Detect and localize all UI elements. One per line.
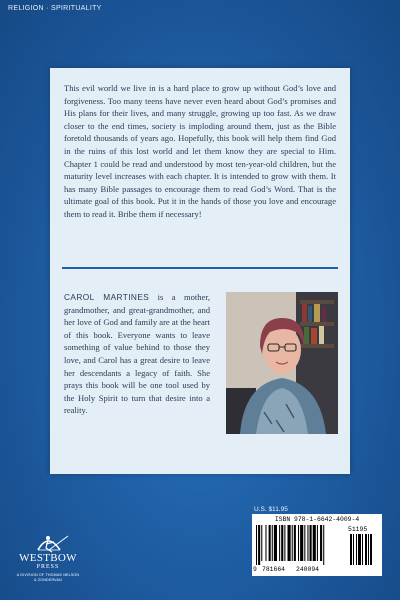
archer-icon [8, 530, 88, 554]
divider [62, 267, 338, 269]
author-photo [226, 292, 338, 434]
publisher-name: WESTBOW [19, 552, 77, 564]
category-label: RELIGION · SPIRITUALITY [8, 5, 102, 12]
publisher-division-line1: A DIVISION OF THOMAS NELSON [16, 573, 80, 577]
publisher-logo [8, 530, 88, 594]
barcode-addon-digits: 51195 [348, 526, 368, 533]
barcode-digits-right: 240094 [296, 566, 320, 573]
isbn-number: ISBN 978-1-6642-4009-4 [274, 516, 360, 523]
publisher-division-line2: & ZONDERVAN [34, 578, 62, 582]
book-description: This evil world we live in is a hard place to grow up without God’s love and forgiveness. Too many teens have never even heard about God’s promises and His plans for their lives, and many struggle, growing up too fast. As we draw closer to the end times, society is imploding around them, just as the Bible foretold thousands of years ago. Hopefully, this book will help them find God in the ruins of this lost world and let them know they are special to Him. Chapter 1 could be read and understood by most ten-year-old children, but the maturity level increases with each chapter. It is intended to grow with them. It has many Bible passages to encourage them to read God’s Word. That is the ultimate goal of this book. Put it in the hands of those you love and encourage them to read it. Bribe them if necessary! [64, 83, 336, 219]
author-name: CAROL MARTINES [64, 292, 150, 302]
isbn-barcode [252, 514, 382, 576]
author-bio-text: is a mother, grandmother, and great-grandmother, and her love of God and family are at the heart of this book. Everyone wants to leave something of value behind to those they love, and Carol has a great desire to leave her descendants a legacy of faith. She prays this book will be one tool used by the Holy Spirit to turn that desire into a reality. [64, 292, 210, 416]
barcode-digits-left: 781664 [262, 566, 286, 573]
author-photo-image [226, 292, 338, 434]
publisher-press: PRESS [36, 564, 60, 570]
price-label: U.S. $11.95 [254, 506, 288, 513]
back-cover-panel [50, 68, 350, 474]
barcode-digit-lead: 9 [253, 566, 257, 573]
author-bio [64, 291, 210, 417]
